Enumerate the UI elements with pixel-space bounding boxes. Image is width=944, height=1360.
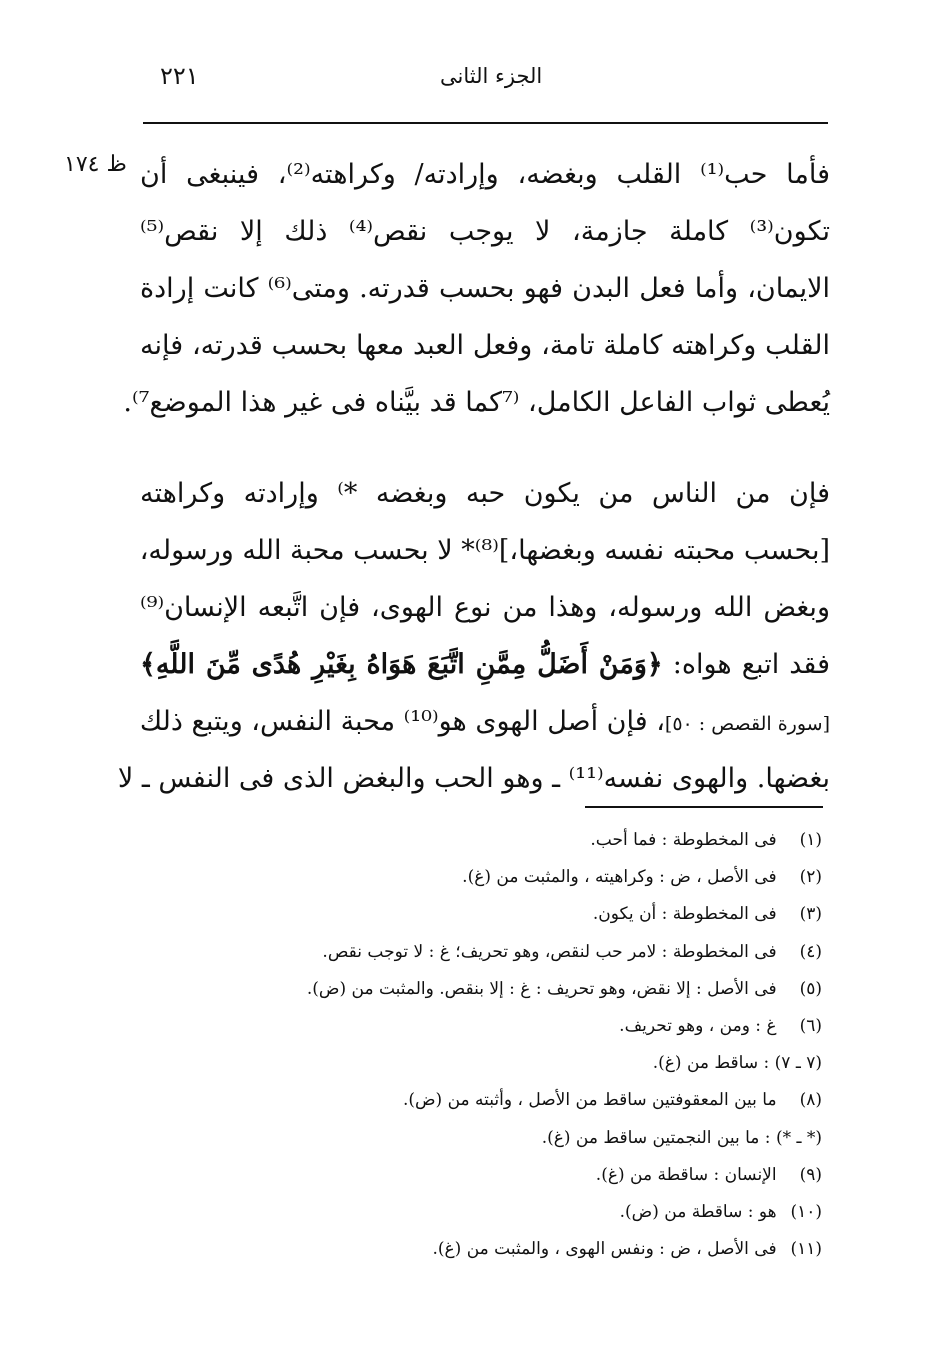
footnote-text: : ما بين النجمتين ساقط من (غ). <box>541 1127 771 1148</box>
footnote <box>122 822 822 859</box>
footnote-text: فى المخطوطة : أن يكون. <box>592 904 777 925</box>
footnote-number: (٧ ـ ٧) <box>774 1053 822 1074</box>
footnote-number: (١) <box>799 830 822 850</box>
page-number: ٢٢١ <box>160 62 199 90</box>
paragraph-1 <box>123 146 830 431</box>
footnote-number: (٨) <box>799 1090 822 1111</box>
header-rule <box>143 122 828 124</box>
text-line: فأما حب⁽¹⁾ القلب وبغضه، وإرادته/ وكراهته⁽²⁾، فينبغى أن <box>140 159 830 190</box>
text-line: بغضها. والهوى نفسه⁽¹¹⁾ ـ وهو الحب والبغض الذى فى النفس ـ لا <box>117 763 830 794</box>
footnote-number: (٢) <box>799 867 822 888</box>
text-line: وبغض الله ورسوله، وهذا من نوع الهوى، فإن اتَّبعه الإنسان⁽⁹⁾ <box>140 592 830 623</box>
text-line: [بحسب محبته نفسه وبغضها،]⁽⁸⁾* لا بحسب محبة الله ورسوله، <box>139 535 830 566</box>
footnote <box>122 1045 822 1082</box>
text-line <box>140 693 830 750</box>
running-title: الجزء الثانى <box>440 64 543 88</box>
footnote-text: الإنسان : ساقطة من (غ). <box>595 1164 777 1185</box>
footnote <box>122 1082 822 1119</box>
footnote-text: فى الأصل : إلا نقض، وهو تحريف : غ : إلا بنقص. والمثبت من (ض). <box>306 978 777 999</box>
footnote <box>122 1157 822 1194</box>
footnote-number: (١١) <box>790 1239 822 1260</box>
footnote-rule <box>585 806 823 808</box>
manuscript-folio-note: ظ ١٧٤ <box>64 152 127 177</box>
footnote-text: : ساقط من (غ). <box>652 1053 770 1074</box>
footnote-number: (٥) <box>799 978 822 999</box>
footnote-text: فى المخطوطة : فما أحب. <box>590 830 777 850</box>
quran-verse: ﴿وَمَنْ أَضَلُّ مِمَّنِ اتَّبَعَ هَوَاهُ بِغَيْرِ هُدًى مِّنَ اللَّهِ﴾ <box>140 649 663 680</box>
footnote-text: فى المخطوطة : لامر حب لنقص، وهو تحريف؛ غ : لا توجب نقص. <box>322 941 777 962</box>
footnote <box>122 896 822 933</box>
text-line: فإن من الناس من يكون حبه وبغضه *⁾ وإرادته وكراهته <box>140 478 830 509</box>
footnote <box>122 934 822 971</box>
footnote-text: فى الأصل ، ض : وكراهيته ، والمثبت من (غ). <box>462 867 777 888</box>
text-line: تكون⁽³⁾ كاملة جازمة، لا يوجب نقص⁽⁴⁾ ذلك إلا نقص⁽⁵⁾ <box>140 216 830 247</box>
paragraph-2 <box>117 465 830 807</box>
footnote <box>122 1120 822 1157</box>
footnote <box>122 859 822 896</box>
footnote-number: (١٠) <box>790 1201 822 1222</box>
footnote-text: فى الأصل ، ض : ونفس الهوى ، والمثبت من (غ). <box>432 1239 777 1260</box>
line-text: ، فإن أصل الهوى هو⁽¹⁰⁾ محبة النفس، ويتبع ذلك <box>139 706 665 737</box>
text-line: القلب وكراهته كاملة تامة، وفعل العبد معها بحسب قدرته، فإنه <box>140 330 830 361</box>
verse-reference: [سورة القصص : ٥٠] <box>664 713 830 735</box>
footnote-text: ما بين المعقوفتين ساقط من الأصل ، وأثبته من (ض). <box>402 1090 777 1111</box>
text-line: الايمان، وأما فعل البدن فهو بحسب قدرته. ومتى⁽⁶⁾ كانت إرادة <box>140 273 830 304</box>
footnote <box>122 971 822 1008</box>
footnote-number: (* ـ *) <box>775 1127 822 1148</box>
footnote-number: (٣) <box>799 904 822 925</box>
verse-line <box>140 636 830 693</box>
footnote-text: غ : ومن ، وهو تحريف. <box>619 1015 777 1036</box>
footnote <box>122 1194 822 1231</box>
page-header <box>140 58 830 98</box>
footnote-number: (٩) <box>799 1164 822 1185</box>
footnote-number: (٦) <box>799 1015 822 1036</box>
footnote <box>122 1008 822 1045</box>
footnote <box>122 1231 822 1268</box>
text-line: يُعطى ثواب الفاعل الكامل، ⁽⁷كما قد بيَّناه فى غير هذا الموضع⁷⁾. <box>123 387 830 418</box>
footnotes <box>122 822 822 1268</box>
footnote-number: (٤) <box>799 941 822 962</box>
footnote-text: هو : ساقطة من (ض). <box>619 1201 777 1222</box>
verse-intro: فقد اتبع هواه: <box>662 649 830 680</box>
